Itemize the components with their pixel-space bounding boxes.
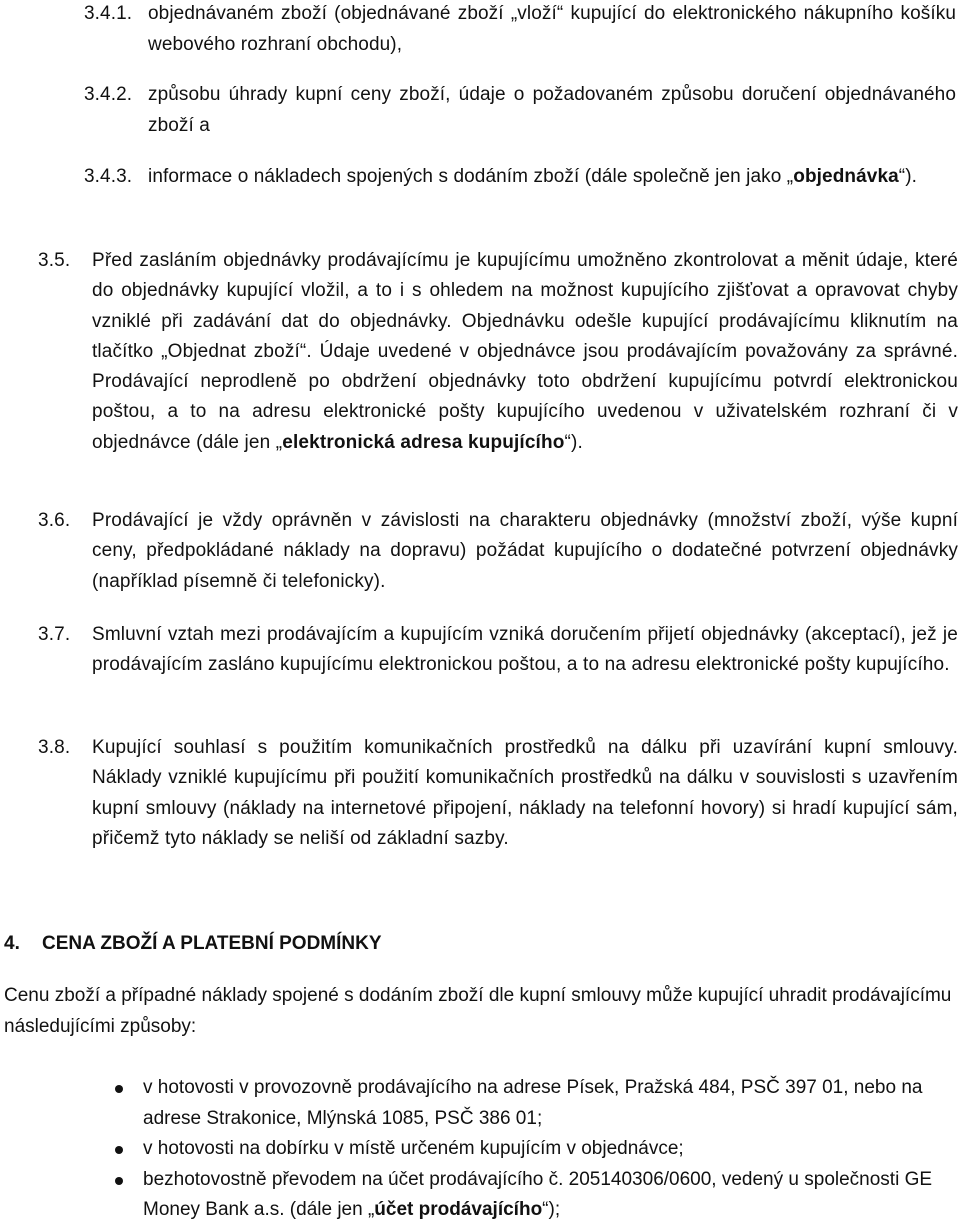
clause-text: objednávaném zboží (objednávané zboží „vloží“ kupující do elektronického nákupního košíku webového rozhraní obchodu), (148, 3, 956, 55)
bullet-icon (115, 1085, 123, 1093)
clause-number: 3.5. (38, 250, 71, 271)
section-title: CENA ZBOŽÍ A PLATEBNÍ PODMÍNKY (42, 933, 382, 954)
clause-3-4-2 (84, 79, 956, 141)
payment-methods-list (0, 1073, 960, 1226)
clause-number: 3.7. (38, 624, 71, 645)
clause-text (92, 246, 958, 458)
list-item (0, 1165, 933, 1226)
clause-text: Kupující souhlasí s použitím komunikačních prostředků na dálku při uzavírání kupní smlouvy. Náklady vzniklé kupujícímu při použití komunikačních prostředků na dálku v souvislosti s uzavřením kupní smlouvy (náklady na internetové připojení, náklady na telefonní hovory) si hradí kupující sám, přičemž tyto náklady se neliší od základní sazby. (92, 737, 958, 849)
clause-text: Prodávající je vždy oprávněn v závislosti na charakteru objednávky (množství zboží, výše kupní ceny, předpokládané náklady na dopravu) požádat kupujícího o dodatečné potvrzení objednávky (například písemně či telefonicky). (92, 510, 958, 592)
bullet-icon (115, 1146, 123, 1154)
clause-3-8 (38, 733, 958, 854)
defined-term: objednávka (793, 166, 899, 187)
list-item (0, 1134, 933, 1165)
list-item-text-part: “); (542, 1199, 561, 1220)
clause-3-4-3 (84, 161, 956, 192)
clause-number: 3.8. (38, 737, 71, 758)
clause-number: 3.4.3. (84, 166, 133, 187)
list-item-text (143, 1169, 932, 1221)
clause-text: Smluvní vztah mezi prodávajícím a kupujícím vzniká doručením přijetí objednávky (akceptací), jež je prodávajícím zasláno kupujícímu elektronickou poštou, a to na adresu elektronické pošty kupujícího. (92, 624, 958, 676)
clause-3-4-1 (84, 0, 956, 60)
bullet-icon (115, 1177, 123, 1185)
clause-text: způsobu úhrady kupní ceny zboží, údaje o požadovaném způsobu doručení objednávaného zboží a (148, 84, 956, 136)
clause-3-5 (38, 246, 958, 458)
clause-3-6 (38, 506, 958, 597)
clause-text (148, 161, 956, 192)
list-item-text-part: bezhotovostně převodem na účet prodávajícího č. 205140306/0600, vedený u společnosti GE Money Bank a.s. (dále jen „ (143, 1168, 933, 1220)
clause-text-part: “). (564, 431, 583, 453)
list-item-text: v hotovosti v provozovně prodávajícího na adrese Písek, Pražská 484, PSČ 397 01, nebo na adrese Strakonice, Mlýnská 1085, PSČ 386 01; (143, 1077, 923, 1129)
defined-term: elektronická adresa kupujícího (282, 431, 565, 453)
section-number: 4. (4, 933, 20, 954)
clause-text-part: informace o nákladech spojených s dodáním zboží (dále společně jen jako „ (148, 166, 794, 187)
clause-number: 3.6. (38, 510, 71, 531)
clause-text-part: Před zasláním objednávky prodávajícímu je kupujícímu umožněno zkontrolovat a měnit údaje, které do objednávky kupující vložil, a to i s ohledem na možnost kupujícího zjišťovat a opravovat chyby vzniklé při zadávání dat do objednávky. Objednávku odešle kupující prodávajícímu kliknutím na tlačítko „Objednat zboží“. Údaje uvedené v objednávce jsou prodávajícím považovány za správné. Prodávající neprodleně po obdržení objednávky toto obdržení kupujícímu potvrdí elektronickou poštou, a to na adresu elektronické pošty kupujícího uvedenou v uživatelském rozhraní či v objednávce (dále jen „ (92, 250, 958, 453)
section-heading (4, 929, 382, 959)
list-item (0, 1073, 933, 1134)
clause-number: 3.4.2. (84, 84, 133, 105)
clause-text-part: “). (898, 166, 918, 187)
clause-number: 3.4.1. (84, 3, 133, 24)
list-item-text: v hotovosti na dobírku v místě určeném kupujícím v objednávce; (143, 1138, 684, 1159)
section-intro: Cenu zboží a případné náklady spojené s dodáním zboží dle kupní smlouvy může kupující uhradit prodávajícímu následujícími způsoby: (4, 985, 952, 1037)
clause-3-7 (38, 620, 958, 681)
defined-term: účet prodávajícího (374, 1199, 543, 1220)
